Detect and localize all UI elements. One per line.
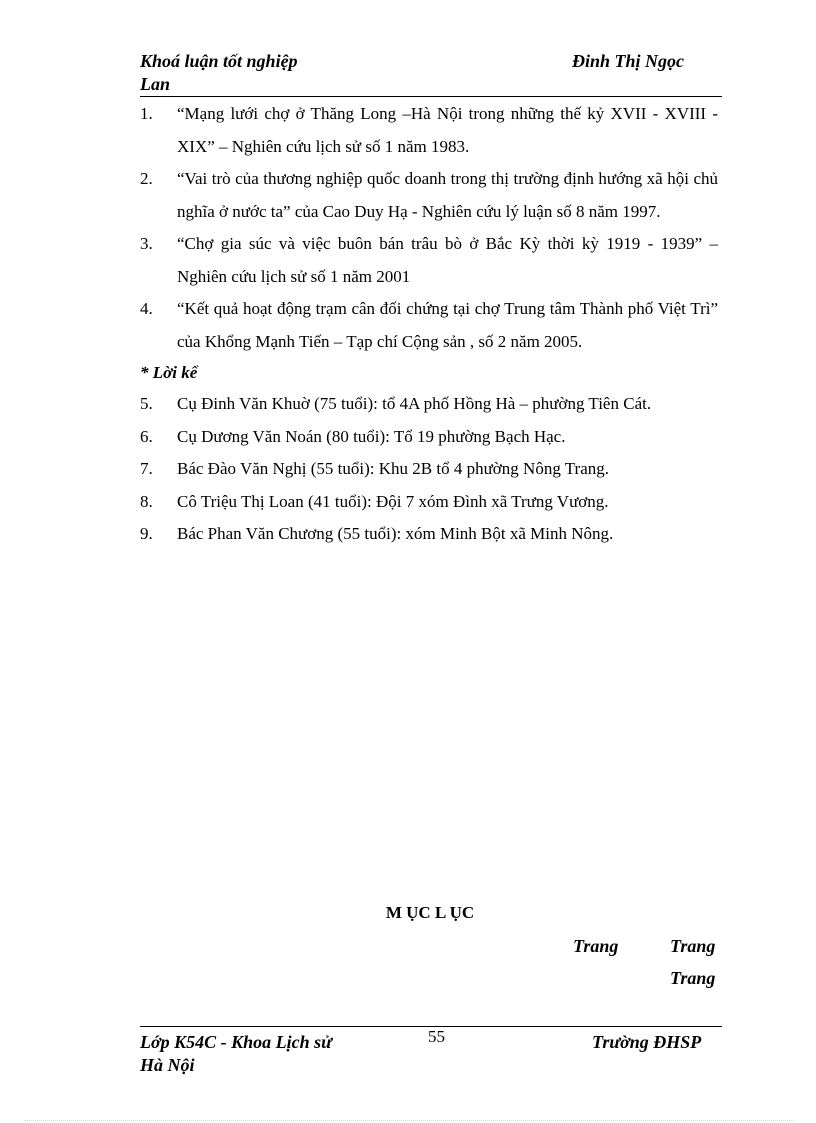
header-title: Khoá luận tốt nghiệp bbox=[140, 51, 298, 71]
reference-item bbox=[140, 163, 718, 228]
footer-school: Trường ĐHSP bbox=[592, 1032, 702, 1052]
reference-item bbox=[140, 293, 718, 358]
reference-number: 4. bbox=[140, 299, 153, 318]
oral-source-item bbox=[140, 486, 718, 519]
oral-source-number: 8. bbox=[140, 491, 153, 511]
reference-number: 1. bbox=[140, 104, 153, 123]
oral-source-text: Cô Triệu Thị Loan (41 tuổi): Đội 7 xóm Đình xã Trưng Vương. bbox=[177, 491, 609, 511]
page-content bbox=[140, 98, 718, 551]
footer-class-continuation: Hà Nội bbox=[140, 1055, 195, 1075]
reference-text: “Vai trò của thương nghiệp quốc doanh trong thị trường định hướng xã hội chủ nghĩa ở nước ta” của Cao Duy Hạ - Nghiên cứu lý luận số 8 năm 1997. bbox=[177, 169, 718, 221]
oral-source-text: Bác Phan Văn Chương (55 tuổi): xóm Minh Bột xã Minh Nông. bbox=[177, 524, 614, 543]
footer-class: Lớp K54C - Khoa Lịch sử bbox=[140, 1032, 332, 1052]
oral-source-number: 6. bbox=[140, 426, 153, 446]
reference-text: “Chợ gia súc và việc buôn bán trâu bò ở Bắc Kỳ thời kỳ 1919 - 1939” – Nghiên cứu lịch sử số 1 năm 2001 bbox=[177, 234, 718, 286]
oral-source-number: 5. bbox=[140, 394, 153, 413]
toc-page-label: Trang bbox=[670, 968, 716, 988]
oral-source-item bbox=[140, 518, 718, 551]
oral-source-text: Cụ Đinh Văn Khuờ (75 tuổi): tổ 4A phố Hồng Hà – phường Tiên Cát. bbox=[177, 394, 652, 413]
page-number: 55 bbox=[428, 1027, 445, 1046]
header-rule bbox=[140, 96, 722, 97]
oral-source-text: Cụ Dương Văn Noán (80 tuổi): Tổ 19 phường Bạch Hạc. bbox=[177, 426, 566, 446]
reference-number: 2. bbox=[140, 169, 153, 188]
reference-item bbox=[140, 98, 718, 163]
reference-number: 3. bbox=[140, 234, 153, 253]
header-title-continuation: Lan bbox=[140, 74, 171, 94]
reference-text: “Kết quả hoạt động trạm cân đối chứng tại chợ Trung tâm Thành phố Việt Trì” của Khổng Mạnh Tiến – Tạp chí Cộng sản , số 2 năm 2005. bbox=[177, 299, 718, 351]
oral-source-item bbox=[140, 388, 718, 421]
toc-page-label: Trang bbox=[573, 936, 619, 956]
oral-source-number: 7. bbox=[140, 459, 153, 478]
reference-text: “Mạng lưới chợ ở Thăng Long –Hà Nội trong những thế kỷ XVII - XVIII - XIX” – Nghiên cứu lịch sử số 1 năm 1983. bbox=[177, 104, 718, 156]
reference-item bbox=[140, 228, 718, 293]
footer-left bbox=[140, 1031, 380, 1077]
oral-source-number: 9. bbox=[140, 524, 153, 543]
page-edge bbox=[24, 1120, 794, 1121]
oral-source-item bbox=[140, 421, 718, 454]
oral-source-item bbox=[140, 453, 718, 486]
header-author: Đinh Thị Ngọc bbox=[572, 51, 685, 71]
toc-title: M ỤC L ỤC bbox=[385, 903, 475, 922]
oral-sources-heading: * Lời kể bbox=[140, 363, 198, 382]
toc-page-label: Trang bbox=[670, 936, 716, 956]
header-left bbox=[140, 50, 340, 96]
oral-source-text: Bác Đào Văn Nghị (55 tuổi): Khu 2B tổ 4 phường Nông Trang. bbox=[177, 459, 610, 478]
